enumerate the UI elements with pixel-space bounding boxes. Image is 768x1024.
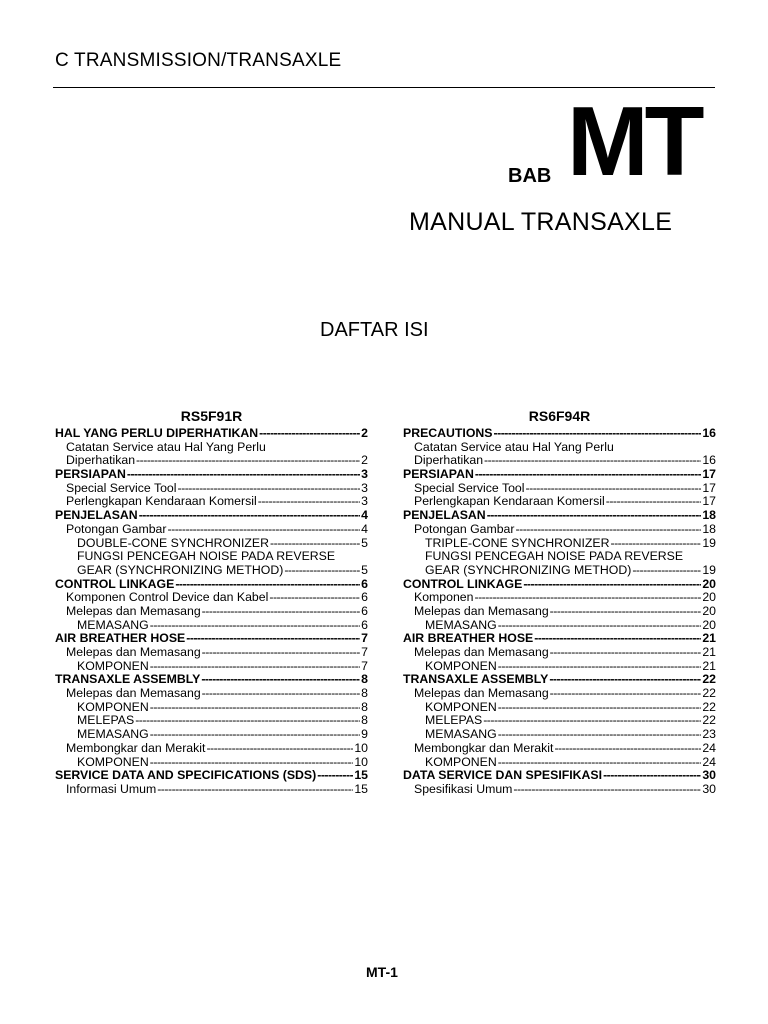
toc-entry-page: 6 (361, 591, 368, 605)
toc-entry-label: Diperhatikan (414, 454, 484, 468)
toc-entry-label: KOMPONEN (77, 700, 149, 714)
toc-entry[interactable] (55, 646, 368, 660)
toc-entry-page: 3 (361, 495, 368, 509)
toc-entry[interactable] (55, 756, 368, 770)
toc-entry-page: 20 (702, 604, 716, 618)
toc-entry-page: 22 (702, 700, 716, 714)
toc-entry[interactable] (55, 482, 368, 496)
toc-entry[interactable] (403, 714, 716, 728)
toc-entry-leader (206, 742, 353, 756)
toc-entry-page: 16 (702, 454, 716, 468)
toc-entry-label: Catatan Service atau Hal Yang Perlu (66, 440, 266, 454)
toc-entry-leader (150, 619, 360, 633)
toc-entry[interactable] (55, 701, 368, 715)
toc-entry-page: 4 (361, 522, 368, 536)
toc-entry-list (403, 427, 716, 797)
toc-entry-page: 8 (361, 700, 368, 714)
toc-entry[interactable] (55, 728, 368, 742)
toc-entry[interactable] (403, 783, 716, 797)
toc-entry-label: Spesifikasi Umum (414, 782, 513, 796)
toc-entry[interactable] (55, 605, 368, 619)
toc-entry-page: 6 (361, 577, 368, 591)
toc-entry-leader (610, 537, 701, 551)
toc-entry[interactable] (403, 742, 716, 756)
toc-entry-page: 4 (361, 509, 368, 523)
toc-entry-label: PENJELASAN (403, 509, 486, 523)
toc-entry[interactable] (403, 605, 716, 619)
toc-entry-page: 20 (702, 591, 716, 605)
toc-entry[interactable] (55, 427, 368, 441)
toc-entry-page: 20 (702, 577, 716, 591)
toc-entry-label: TRIPLE-CONE SYNCHRONIZER (425, 536, 610, 550)
toc-entry[interactable] (55, 742, 368, 756)
toc-entry-page: 21 (702, 646, 716, 659)
toc-entry-page: 7 (361, 632, 368, 646)
toc-entry-leader (139, 509, 360, 523)
toc-entry-label: KOMPONEN (425, 700, 497, 714)
toc-entry-leader (494, 427, 702, 441)
toc-entry-leader (259, 427, 360, 441)
toc-entry-leader (284, 564, 360, 578)
toc-entry[interactable] (55, 468, 368, 482)
toc-entry[interactable] (403, 756, 716, 770)
toc-entry-leader (135, 714, 360, 728)
toc-entry-leader (498, 619, 702, 633)
toc-entry-leader (606, 495, 702, 509)
toc-entry-label: MELEPAS (77, 714, 135, 728)
toc-entry-leader (150, 756, 354, 770)
toc-entry-leader (270, 537, 360, 551)
toc-entry[interactable] (55, 769, 368, 783)
toc-entry-leader (150, 660, 360, 674)
toc-entry-leader (202, 605, 360, 619)
toc-entry-leader (474, 591, 701, 605)
toc-entry-page: 3 (361, 468, 368, 482)
toc-entry-leader (632, 564, 701, 578)
toc-entry[interactable] (55, 660, 368, 674)
toc-entry-leader (136, 454, 360, 468)
toc-entry-label: Potongan Gambar (66, 522, 167, 536)
toc-entry-label: FUNGSI PENCEGAH NOISE PADA REVERSE (77, 550, 336, 564)
toc-entry-label: PRECAUTIONS (403, 427, 493, 440)
toc-entry-leader (487, 509, 702, 523)
toc-entry-page: 8 (361, 714, 368, 728)
toc-entry-leader (269, 591, 360, 605)
toc-entry-page: 19 (702, 563, 716, 577)
toc-entry-page: 8 (361, 673, 368, 687)
toc-entry-leader (516, 523, 702, 537)
toc-entry[interactable] (403, 728, 716, 742)
chapter-title: MANUAL TRANSAXLE (409, 208, 673, 236)
toc-entry-label: Potongan Gambar (414, 522, 515, 536)
toc-entry-label: Diperhatikan (66, 454, 136, 468)
toc-entry-list (55, 427, 368, 797)
toc-entry-label: GEAR (SYNCHRONIZING METHOD) (77, 563, 284, 577)
section-title: C TRANSMISSION/TRANSAXLE (55, 50, 342, 71)
toc-entry-label: MELEPAS (425, 714, 483, 728)
toc-entry-label: PENJELASAN (55, 509, 138, 523)
toc-entry-leader (178, 482, 361, 496)
toc-entry-page: 8 (361, 687, 368, 701)
toc-entry-label: AIR BREATHER HOSE (403, 632, 534, 646)
toc-entry-leader (498, 756, 702, 770)
toc-entry-page: 2 (361, 427, 368, 440)
toc-entry[interactable] (403, 482, 716, 496)
toc-entry[interactable] (55, 441, 368, 455)
toc-entry-label: KOMPONEN (77, 755, 149, 769)
toc-entry[interactable] (403, 591, 716, 605)
toc-entry[interactable] (403, 550, 716, 564)
toc-entry[interactable] (55, 619, 368, 633)
toc-entry-page: 17 (702, 468, 716, 482)
toc-entry[interactable] (55, 673, 368, 687)
toc-entry-label: Melepas dan Memasang (414, 687, 549, 701)
toc-entry-leader (523, 578, 701, 592)
toc-entry-page: 21 (702, 632, 716, 646)
toc-entry[interactable] (403, 523, 716, 537)
toc-entry-label: Informasi Umum (66, 782, 157, 796)
toc-entry-page: 24 (702, 755, 716, 769)
toc-entry[interactable] (55, 687, 368, 701)
toc-entry[interactable] (403, 769, 716, 783)
toc-entry-label: Komponen Control Device dan Kabel (66, 591, 269, 605)
toc-entry-page: 20 (702, 618, 716, 632)
toc-entry-leader (186, 632, 360, 646)
toc-entry[interactable] (403, 427, 716, 441)
toc-entry-label: MEMASANG (77, 618, 149, 632)
toc-entry[interactable] (403, 632, 716, 646)
toc-entry[interactable] (55, 454, 368, 468)
toc-entry-page: 24 (702, 741, 716, 755)
toc-entry-page: 6 (361, 604, 368, 618)
toc-entry-page: 3 (361, 481, 368, 495)
toc-entry-leader (603, 769, 701, 783)
toc-entry-label: SERVICE DATA AND SPECIFICATIONS (SDS) (55, 769, 317, 783)
toc-entry-leader (157, 783, 353, 797)
toc-entry-label: DATA SERVICE DAN SPESIFIKASI (403, 769, 603, 783)
toc-entry-leader (258, 495, 360, 509)
toc-entry-label: MEMASANG (425, 618, 497, 632)
toc-entry[interactable] (55, 537, 368, 551)
toc-entry-label: Melepas dan Memasang (66, 604, 201, 618)
toc-entry-label: MEMASANG (425, 728, 497, 742)
toc-entry-label: FUNGSI PENCEGAH NOISE PADA REVERSE (425, 550, 684, 564)
toc-entry-page: 22 (702, 687, 716, 701)
toc-entry-page: 23 (702, 728, 716, 742)
toc-entry[interactable] (55, 495, 368, 509)
toc-entry-leader (550, 605, 702, 619)
toc-heading: DAFTAR ISI (320, 319, 429, 341)
toc-entry-label: DOUBLE-CONE SYNCHRONIZER (77, 536, 269, 550)
toc-entry-label: CONTROL LINKAGE (403, 577, 523, 591)
toc-entry[interactable] (55, 632, 368, 646)
toc-entry-label: Special Service Tool (66, 481, 177, 495)
toc-entry-page: 5 (361, 536, 368, 550)
toc-entry-label: KOMPONEN (77, 659, 149, 673)
toc-entry-label: HAL YANG PERLU DIPERHATIKAN (55, 427, 259, 440)
toc-entry[interactable] (403, 537, 716, 551)
toc-entry[interactable] (55, 550, 368, 564)
toc-entry-label: Melepas dan Memasang (66, 646, 201, 659)
toc-entry-leader (127, 468, 360, 482)
toc-column-model: RS5F91R (180, 408, 243, 424)
toc-entry[interactable] (403, 619, 716, 633)
toc-entry[interactable] (55, 578, 368, 592)
toc-entry-leader (175, 578, 360, 592)
toc-entry-leader (475, 468, 701, 482)
toc-entry-label: Special Service Tool (414, 481, 525, 495)
toc-entry[interactable] (403, 660, 716, 674)
toc-entry-label: PERSIAPAN (403, 468, 474, 482)
toc-entry-page: 7 (361, 659, 368, 673)
toc-entry-page: 10 (354, 741, 368, 755)
toc-entry[interactable] (403, 578, 716, 592)
toc-entry-label: MEMASANG (77, 728, 149, 742)
toc-entry[interactable] (403, 454, 716, 468)
toc-entry-leader (202, 646, 360, 660)
toc-entry-page: 5 (361, 563, 368, 577)
toc-entry-leader (317, 769, 353, 783)
toc-entry[interactable] (55, 714, 368, 728)
toc-entry-page: 17 (702, 481, 716, 495)
toc-entry-leader (168, 523, 361, 537)
toc-column-left (55, 407, 368, 797)
toc-entry-page: 2 (361, 454, 368, 468)
toc-entry-leader (513, 783, 701, 797)
toc-entry-label: AIR BREATHER HOSE (55, 632, 186, 646)
toc-entry-page: 22 (702, 714, 716, 728)
toc-entry-leader (498, 728, 702, 742)
toc-entry-page: 18 (702, 509, 716, 523)
toc-entry-label: TRANSAXLE ASSEMBLY (55, 673, 201, 687)
toc-entry-leader (550, 687, 702, 701)
toc-entry-page: 30 (702, 769, 716, 783)
toc-entry[interactable] (403, 495, 716, 509)
toc-entry-label: GEAR (SYNCHRONIZING METHOD) (425, 563, 632, 577)
toc-entry-leader (550, 646, 702, 660)
page-number: MT-1 (366, 964, 398, 980)
toc-entry-leader (549, 673, 701, 687)
toc-entry-label: Komponen (414, 591, 474, 605)
toc-entry-page: 9 (361, 728, 368, 742)
toc-entry-label: Catatan Service atau Hal Yang Perlu (414, 440, 614, 454)
toc-entry-leader (498, 701, 702, 715)
toc-entry-label: Membongkar dan Merakit (66, 741, 206, 755)
toc-entry-leader (150, 701, 360, 715)
toc-entry-page: 18 (702, 522, 716, 536)
toc-entry-page: 19 (702, 536, 716, 550)
toc-entry[interactable] (403, 687, 716, 701)
toc-entry-page: 17 (702, 495, 716, 509)
toc-entry-page: 10 (354, 755, 368, 769)
chapter-label: BAB (508, 165, 552, 187)
toc-entry-leader (202, 687, 360, 701)
toc-column-model: RS6F94R (528, 408, 591, 424)
toc-entry-page: 21 (702, 659, 716, 673)
chapter-code: MT (567, 86, 701, 196)
toc-entry-label: Melepas dan Memasang (66, 687, 201, 701)
toc-entry[interactable] (403, 441, 716, 455)
toc-entry[interactable] (55, 591, 368, 605)
toc-entry-label: Melepas dan Memasang (414, 604, 549, 618)
toc-entry-leader (526, 482, 702, 496)
toc-entry-page: 7 (361, 646, 368, 659)
toc-entry-leader (150, 728, 360, 742)
toc-entry[interactable] (55, 509, 368, 523)
toc-entry[interactable] (55, 523, 368, 537)
toc-entry-leader (484, 454, 701, 468)
toc-entry[interactable] (403, 468, 716, 482)
toc-entry-page: 22 (702, 673, 716, 687)
toc-entry-label: KOMPONEN (425, 755, 497, 769)
toc-entry[interactable] (403, 646, 716, 660)
toc-entry-leader (554, 742, 701, 756)
toc-entry[interactable] (403, 564, 716, 578)
toc-column-right (403, 407, 716, 797)
toc-entry-label: CONTROL LINKAGE (55, 577, 175, 591)
toc-entry-page: 6 (361, 618, 368, 632)
toc-entry-page: 15 (354, 782, 368, 796)
toc-entry[interactable] (403, 509, 716, 523)
toc-entry[interactable] (403, 673, 716, 687)
toc-entry-page: 16 (702, 427, 716, 440)
toc-entry[interactable] (55, 564, 368, 578)
toc-entry-leader (483, 714, 701, 728)
toc-entry-label: Melepas dan Memasang (414, 646, 549, 659)
toc-entry-label: Perlengkapan Kendaraan Komersil (414, 495, 605, 509)
toc-entry[interactable] (403, 701, 716, 715)
toc-entry-label: TRANSAXLE ASSEMBLY (403, 673, 549, 687)
toc-entry-leader (534, 632, 701, 646)
toc-entry-leader (201, 673, 360, 687)
toc-entry-label: Perlengkapan Kendaraan Komersil (66, 495, 257, 509)
toc-entry-page: 15 (354, 769, 368, 783)
toc-entry[interactable] (55, 783, 368, 797)
toc-entry-label: Membongkar dan Merakit (414, 741, 554, 755)
toc-entry-page: 30 (702, 782, 716, 796)
toc-entry-label: PERSIAPAN (55, 468, 126, 482)
toc-entry-leader (498, 660, 702, 674)
toc-entry-label: KOMPONEN (425, 659, 497, 673)
